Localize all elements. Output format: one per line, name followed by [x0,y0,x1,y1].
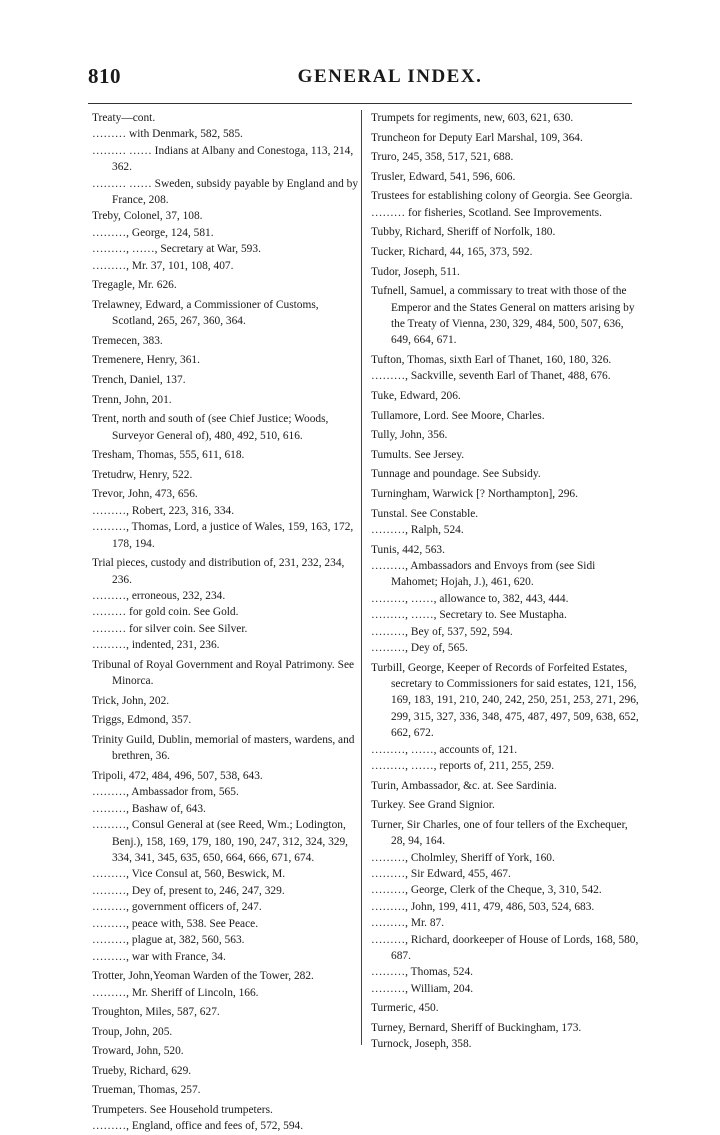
index-entry: ……… …… Sweden, subsidy payable by England and by France, 208. [92,177,359,207]
index-entry: ……… with Denmark, 582, 585. [92,128,243,141]
index-entry: Tribunal of Royal Government and Royal Patrimony. See Minorca. [92,658,355,688]
index-entry: Tufton, Thomas, sixth Earl of Thanet, 160, 180, 326. [371,353,612,366]
index-entry: ………, ……, reports of, 211, 255, 259. [371,760,555,772]
index-entry: ……… for gold coin. See Gold. [92,606,239,619]
page-title: GENERAL INDEX. [297,66,483,87]
index-entry: Tuke, Edward, 206. [371,389,461,402]
index-entry: Trenn, John, 201. [92,393,172,406]
index-entry: ………, Sir Edward, 455, 467. [371,868,511,880]
index-entry: ………, plague at, 382, 560, 563. [92,934,245,947]
index-entry: ………, ……, Secretary to. See Mustapha. [371,609,567,622]
index-entry: Turner, Sir Charles, one of four tellers of the Exchequer, 28, 94, 164. [371,818,628,848]
index-entry: Trusler, Edward, 541, 596, 606. [371,170,516,183]
index-entry: Tucker, Richard, 44, 165, 373, 592. [371,245,533,258]
index-entry: ………, ……, allowance to, 382, 443, 444. [371,592,569,605]
index-entry: Trick, John, 202. [92,694,170,707]
index-entry: ………, Consul General at (see Reed, Wm.; Lodington, Benj.), 158, 169, 179, 180, 190, 247, 312, 324, 329, 334, 341, 345, 635, 650, 664, 666, 671, 674. [92,819,349,865]
index-entry: Tresham, Thomas, 555, 611, 618. [92,449,245,462]
index-entry: ………, peace with, 538. See Peace. [92,917,259,930]
index-entry: Tremenere, Henry, 361. [92,354,200,367]
index-entry: Tremecen, 383. [92,334,163,347]
index-entry: ………, ……, Secretary at War, 593. [92,243,261,256]
index-entry: Tudor, Joseph, 511. [371,265,460,278]
index-entry: Trial pieces, custody and distribution of, 231, 232, 234, 236. [92,557,345,586]
index-entry: ………, Bey of, 537, 592, 594. [371,625,513,638]
index-entry: Trelawney, Edward, a Commissioner of Customs, Scotland, 265, 267, 360, 364. [92,298,319,328]
index-entry: Turin, Ambassador, &c. at. See Sardinia. [371,779,557,792]
index-entry: ………, Thomas, Lord, a justice of Wales, 159, 163, 172, 178, 194. [92,521,354,550]
index-entry: Troward, John, 520. [92,1045,184,1058]
index-entry: Turbill, George, Keeper of Records of Forfeited Estates, secretary to Commissioners for said estates, 121, 156, 169, 183, 191, 210, 240, 242, 250, 251, 253, 271, 296, 299, 315, 327, 336, 348, 475, 487, 497, 509, 638, 652, 662, 672. [371,661,639,740]
index-entry: Tripoli, 472, 484, 496, 507, 538, 643. [92,770,263,783]
index-entry: Trotter, John,Yeoman Warden of the Tower, 282. [92,970,314,983]
index-entry: Turnock, Joseph, 358. [371,1038,472,1051]
index-entry: ………, Richard, doorkeeper of House of Lords, 168, 580, 687. [371,933,639,963]
index-entry: ………, Sackville, seventh Earl of Thanet, 488, 676. [371,370,611,383]
index-entry: ………, John, 199, 411, 479, 486, 503, 524, 683. [371,900,595,913]
index-entry: Tretudrw, Henry, 522. [92,468,193,481]
index-entry: ………, government officers of, 247. [92,901,262,914]
index-entry: ………, erroneous, 232, 234. [92,590,226,603]
index-entry: Tullamore, Lord. See Moore, Charles. [371,409,545,422]
index-entry: Troup, John, 205. [92,1025,173,1038]
index-entry: ………, Ambassador from, 565. [92,786,239,799]
index-entry: ………, Mr. 87. [371,917,445,930]
index-entry: ………, Mr. 37, 101, 108, 407. [92,259,234,272]
index-entry: Truncheon for Deputy Earl Marshal, 109, 364. [371,131,583,144]
index-entry: Tregagle, Mr. 626. [92,279,177,292]
index-entry: ………, Dey of, present to, 246, 247, 329. [92,884,285,897]
index-entry: ………, George, Clerk of the Cheque, 3, 310, 542. [371,884,602,897]
header-rule [88,103,632,104]
index-entry: Trustees for establishing colony of Georgia. See Georgia. [371,190,633,203]
index-entry: ………, Ambassadors and Envoys from (see Sidi Mahomet; Hojah, J.), 461, 620. [371,559,596,589]
index-entry: ………, England, office and fees of, 572, 594. [92,1120,304,1133]
index-entry: ………, indented, 231, 236. [92,639,220,652]
index-entry: Trinity Guild, Dublin, memorial of masters, wardens, and brethren, 36. [92,734,355,763]
index-entry: Troughton, Miles, 587, 627. [92,1006,220,1019]
index-entry: ………, George, 124, 581. [92,226,214,239]
index-entry: ………, war with France, 34. [92,950,226,963]
index-entry: Triggs, Edmond, 357. [92,714,192,727]
index-entry: Tully, John, 356. [371,429,448,442]
index-column-left [92,110,362,1135]
index-entry: ………, Mr. Sheriff of Lincoln, 166. [92,986,259,999]
index-entry: Tunis, 442, 563. [371,543,445,556]
index-entry: Tufnell, Samuel, a commissary to treat with those of the Emperor and the States General on matters arising by the Treaty of Vienna, 230, 329, 484, 500, 507, 636, 649, 664, 671. [371,285,635,347]
index-entry: Truro, 245, 358, 517, 521, 688. [371,151,514,164]
index-entry: Trent, north and south of (see Chief Justice; Woods, Surveyor General of), 480, 492, 510, 616. [92,413,329,442]
index-entry: ………, Robert, 223, 316, 334. [92,504,235,517]
index-entry: ………, Vice Consul at, 560, Beswick, M. [92,868,286,881]
index-entry: Turney, Bernard, Sheriff of Buckingham, 173. [371,1022,582,1035]
index-entry: Treby, Colonel, 37, 108. [92,210,203,223]
index-entry: ………, Ralph, 524. [371,523,464,536]
index-entry: Trueman, Thomas, 257. [92,1084,201,1097]
index-entry: Turkey. See Grand Signior. [371,799,495,812]
index-entry: Tunnage and poundage. See Subsidy. [371,468,541,481]
index-entry: ……… for fisheries, Scotland. See Improvements. [371,206,602,219]
index-entry: ………, Bashaw of, 643. [92,802,206,815]
index-entry: Trevor, John, 473, 656. [92,488,198,501]
index-column-right [371,110,641,1053]
index-entry: Turmeric, 450. [371,1002,439,1015]
index-entry: ……… for silver coin. See Silver. [92,622,248,635]
index-entry: Tubby, Richard, Sheriff of Norfolk, 180. [371,226,556,239]
index-entry: ……… …… Indians at Albany and Conestoga, 113, 214, 362. [92,144,354,174]
index-entry: Turningham, Warwick [? Northampton], 296. [371,487,578,500]
index-entry: ………, William, 204. [371,982,474,995]
index-entry: ………, ……, accounts of, 121. [371,743,518,756]
index-entry: Treaty—cont. [92,112,156,124]
index-entry: Trueby, Richard, 629. [92,1064,192,1077]
index-entry: ………, Thomas, 524. [371,966,473,979]
index-entry: Tumults. See Jersey. [371,448,465,461]
page-number: 810 [88,64,121,88]
index-entry: Trumpets for regiments, new, 603, 621, 630. [371,112,574,124]
index-entry: ………, Cholmley, Sheriff of York, 160. [371,851,555,864]
index-entry: ………, Dey of, 565. [371,641,468,654]
index-entry: Trumpeters. See Household trumpeters. [92,1104,273,1117]
index-entry: Tunstal. See Constable. [371,507,479,520]
index-entry: Trench, Daniel, 137. [92,374,186,387]
